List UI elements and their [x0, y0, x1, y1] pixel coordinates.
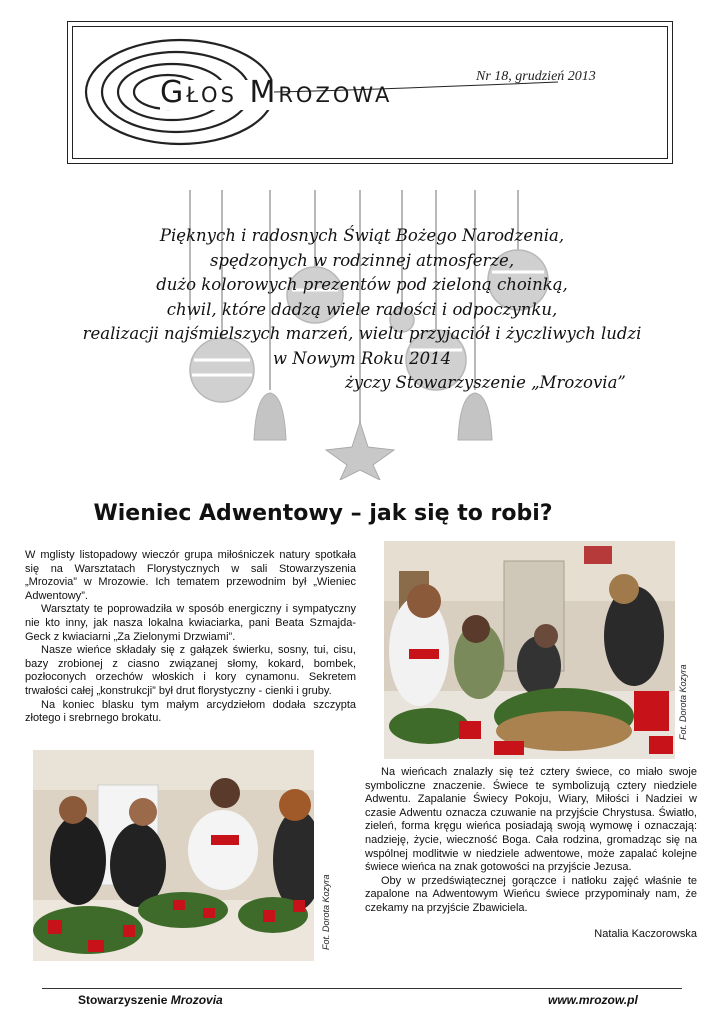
footer-org-prefix: Stowarzyszenie	[78, 993, 168, 1007]
footer-divider	[42, 988, 682, 989]
article-left-column	[25, 549, 356, 726]
photo-wreath-workshop-1	[384, 541, 675, 759]
article-headline: Wieniec Adwentowy – jak się to robi?	[93, 501, 553, 526]
footer-website-link[interactable]: www.mrozow.pl	[548, 993, 638, 1007]
article-paragraph: Nasze wieńce składały się z gałązek świerku, sosny, tui, cisu, bazy zrobionej z ciasno związanej słomy, kokard, bombek, pozłoconych orzechów włoskich i kory cynamonu. Sekretem trwałości całej „konstrukcji” był drut florystyczny - cienki i gruby.	[25, 644, 356, 697]
greeting-line: chwil, które dadzą wiele radości i odpoczynku,	[166, 299, 558, 319]
footer-org-name: Mrozovia	[170, 993, 223, 1007]
bell-ornament-icon	[254, 393, 492, 440]
article-right-column	[365, 766, 697, 941]
greeting-signature: życzy Stowarzyszenie „Mrozovia”	[345, 373, 626, 392]
photo-credit: Fot. Dorota Kozyra	[321, 874, 331, 950]
issue-number: Nr 18, grudzień 2013	[476, 69, 596, 84]
masthead-title: Głos Mrozowa	[160, 75, 393, 110]
greeting-line: w Nowym Roku 2014	[272, 348, 452, 368]
photo-wreath-workshop-2	[33, 750, 314, 961]
star-ornament-icon	[326, 422, 394, 480]
greeting-line: dużo kolorowych prezentów pod zieloną choinką,	[156, 275, 568, 294]
article-paragraph: W mglisty listopadowy wieczór grupa miłośniczek natury spotkała się na Warsztatach Florystycznych w sali Stowarzyszenia „Mrozovia” w Mrozowie. Ich tematem przewodnim był „Wieniec Adwentowy”.	[25, 549, 356, 602]
greeting-line: realizacji najśmielszych marzeń, wielu przyjaciół i życzliwych ludzi	[82, 324, 642, 343]
article-paragraph: Oby w przedświątecznej gorączce i natłoku zajęć właśnie te zapalone na Adwentowym Wieńcu świece przypominały nam, że czekamy na przyjście Zbawiciela.	[365, 874, 697, 914]
masthead	[67, 21, 673, 164]
greeting-line: Pięknych i radosnych Świąt Bożego Narodzenia,	[159, 226, 565, 245]
article-author: Natalia Kaczorowska	[594, 927, 697, 940]
greeting-line: spędzonych w rodzinnej atmosferze,	[209, 250, 515, 270]
article-paragraph: Na koniec blasku tym małym arcydziełom dodała szczypta złotego i srebrnego brokatu.	[25, 698, 356, 725]
photo-credit: Fot. Dorota Kozyra	[678, 664, 688, 740]
article-paragraph: Warsztaty te poprowadziła w sposób energiczny i sympatyczny nie kto inny, jak nasza lokalna kwiaciarka, pani Beata Szmajda-Geck z kwiaciarni „Za Zielonymi Drzwiami”.	[25, 603, 356, 643]
article-paragraph: Na wieńcach znalazły się też cztery świece, co miało swoje symboliczne znaczenie. Świece te symbolizują cztery niedziele Adwentu. Zapalanie Świecy Pokoju, Wiary, Miłości i Nadziei w czasie Adwentu oznacza czuwanie na przyjście Chrystusa. Światło, zieleń, forma kręgu wieńca posiadają swoją wymowę i oznaczają: nadzieję, życie, wieczność Boga. Cała rodzina, gromadząc się na wspólnej modlitwie w niedziele adwentowe, może zapalać kolejne świece wieńca na znak gotowości na przyjście Jezusa.	[365, 766, 697, 874]
footer-organization	[78, 993, 223, 1007]
holiday-greeting	[40, 224, 684, 396]
